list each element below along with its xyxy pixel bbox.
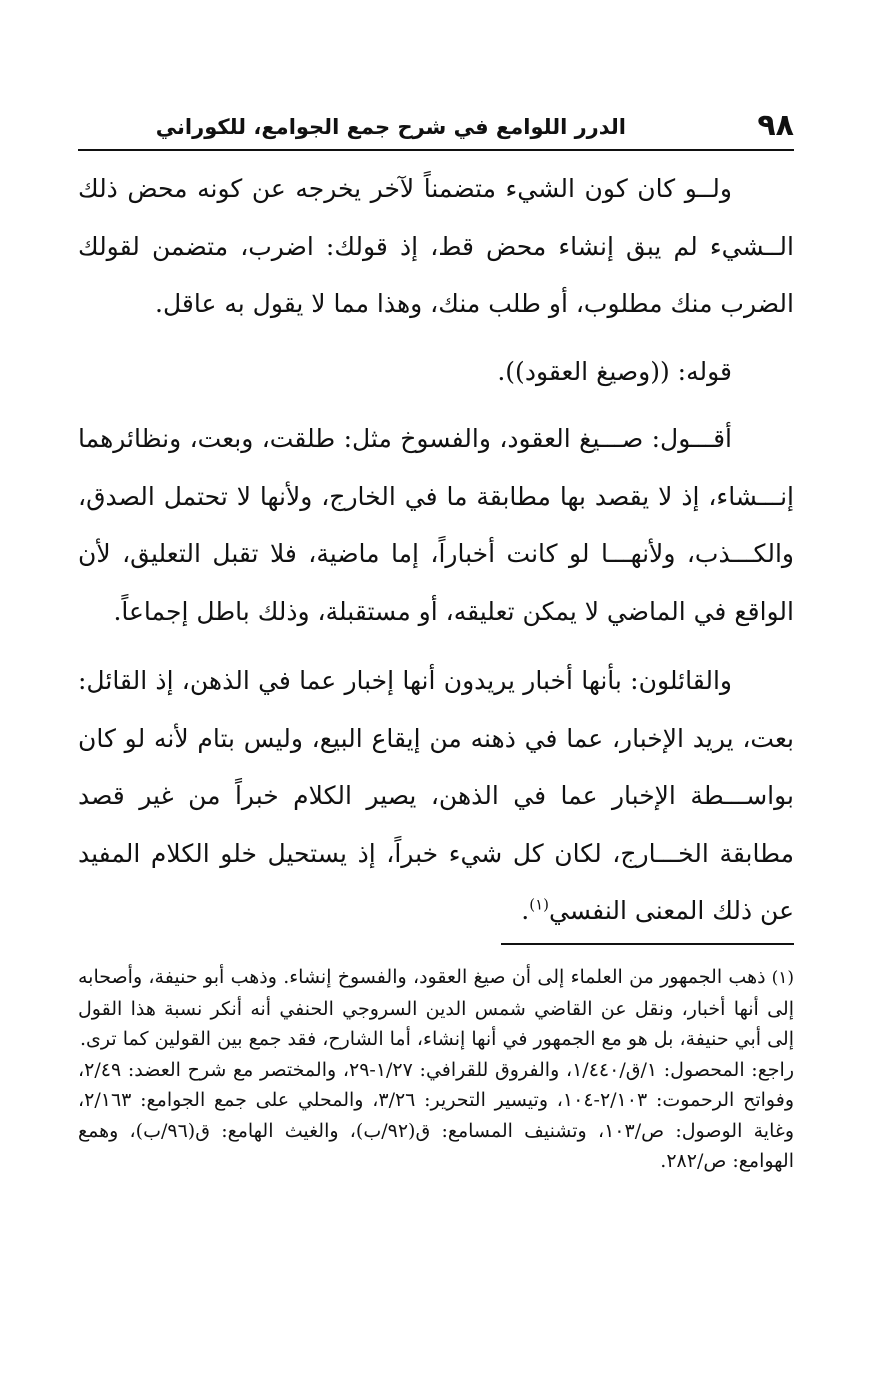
footnote-marker: (١) xyxy=(771,968,794,988)
footnote xyxy=(78,962,794,1055)
page-header xyxy=(78,108,794,152)
footnote-references xyxy=(78,1055,794,1177)
footnote-separator xyxy=(501,943,794,945)
paragraph xyxy=(78,652,794,940)
footnote-text: راجع: المحصول: ١/ق/١/٤٤٠، والفروق للقرافي: ١/٢٧-٢٩، والمختصر مع شرح العضد: ٢/٤٩، وفواتح الرحموت: ٢/١٠٣-١٠٤، وتيسير التحرير: ٣/٢٦، والمحلي على جمع الجوامع: ٢/١٦٣، وغاية الوصول: ص/١٠٣، وتشنيف المسامع: ق(٩٢/ب)، والغيث الهامع: ق(٩٦/ب)، وهمع الهوامع: ص/٢٨٢. xyxy=(78,1058,795,1172)
paragraph-text: والقائلون: بأنها أخبار يريدون أنها إخبار عما في الذهن، إذ القائل: بعت، يريد الإخبار، عما في ذهنه من إيقاع البيع، وليس بتام لأنه لو كان بواســـطة الإخبار عما في الذهن، يصير الكلام خبراً من غير قصد مطابقة الخـــارج، لكان كل شيء خبراً، إذ يستحيل خلو الكلام المفيد عن ذلك المعنى النفسي xyxy=(78,666,794,925)
footnote-text: ذهب الجمهور من العلماء إلى أن صيغ العقود، والفسوخ إنشاء. وذهب أبو حنيفة، وأصحابه إلى أنها أخبار، ونقل عن القاضي شمس الدين السروجي الحنفي أنه أنكر نسبة هذا القول إلى أبي حنيفة، بل هو مع الجمهور في أنها إنشاء، أما الشارح، فقد جمع بين القولين كما ترى. xyxy=(78,966,794,1050)
main-text xyxy=(78,160,794,940)
paragraph-quote: قوله: ((وصيغ العقود)). xyxy=(497,356,732,386)
footnote-reference: (١) xyxy=(529,895,550,914)
footnotes xyxy=(78,962,794,1177)
paragraph-end: . xyxy=(521,896,530,925)
page-number: ٩٨ xyxy=(757,108,794,143)
paragraph: ولــو كان كون الشيء متضمناً لآخر يخرجه عن كونه محض ذلك الــشيء لم يبق إنشاء محض قط، إذ قولك: اضرب، متضمن لقولك الضرب منك مطلوب، أو طلب منك، وهذا مما لا يقول به عاقل. xyxy=(78,174,794,318)
header-rule xyxy=(78,149,794,151)
running-title: الدرر اللوامع في شرح جمع الجوامع، للكوراني xyxy=(155,115,626,139)
paragraph: أقـــول: صـــيغ العقود، والفسوخ مثل: طلقت، وبعت، ونظائرهما إنـــشاء، إذ لا يقصد بها مطابقة ما في الخارج، ولأنها لا تحتمل الصدق، والكـــذب، ولأنهـــا لو كانت أخباراً، إما ماضية، فلا تقبل التعليق، لأن الواقع في الماضي لا يمكن تعليقه، أو مستقبلة، وذلك باطل إجماعاً. xyxy=(78,424,794,626)
